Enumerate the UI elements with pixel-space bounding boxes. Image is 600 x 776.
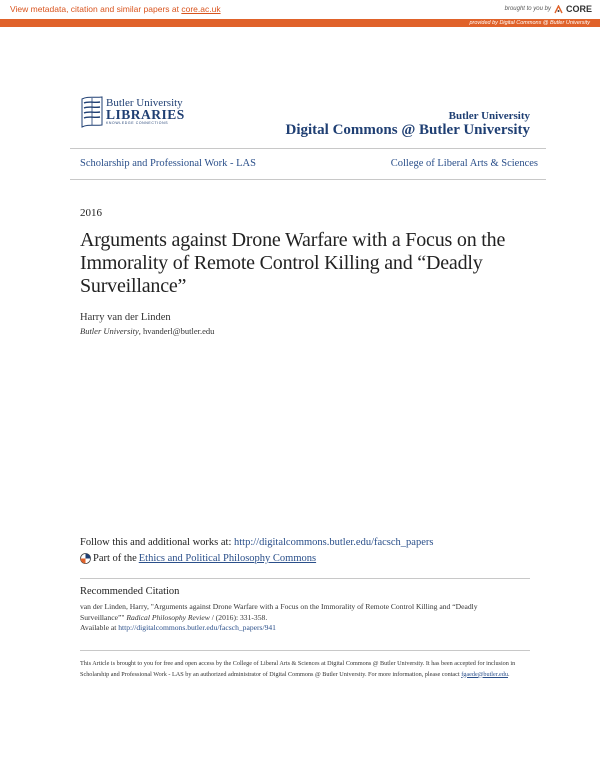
logo-line-libraries: LIBRARIES	[106, 107, 185, 122]
divider-notice	[80, 650, 530, 651]
core-link[interactable]: core.ac.uk	[181, 4, 221, 14]
citation-journal: Radical Philosophy Review	[126, 612, 210, 622]
core-metadata-notice[interactable]	[10, 4, 221, 14]
affiliation-institution: Butler University	[80, 326, 139, 336]
notice-end: .	[507, 670, 510, 678]
logo-tagline: KNOWLEDGE CONNECTIONS	[106, 121, 169, 125]
access-notice	[80, 659, 525, 680]
follow-link[interactable]: http://digitalcommons.butler.edu/facsch_papers	[234, 537, 434, 548]
provided-by-text[interactable]: provided by Digital Commons @ Butler University	[469, 20, 590, 26]
part-of-line	[80, 553, 316, 564]
commons-link[interactable]: Ethics and Political Philosophy Commons	[138, 553, 317, 564]
divider-bottom	[70, 179, 546, 180]
part-of-label: Part of the	[93, 553, 137, 564]
core-logo-icon	[554, 5, 563, 14]
recommended-citation-heading: Recommended Citation	[80, 586, 180, 597]
citation-text	[80, 602, 520, 634]
publication-year: 2016	[80, 207, 102, 219]
logo-line-university: Butler University	[106, 97, 183, 109]
citation-body: van der Linden, Harry, "Arguments against Drone Warfare with a Focus on the Immorality of Remote Control Killing and “Deadly Surveillance”"	[80, 602, 478, 622]
follow-label: Follow this and additional works at:	[80, 537, 234, 548]
divider-top	[70, 148, 546, 149]
provided-by-bar	[0, 19, 600, 27]
citation-end: / (2016): 331-358.	[209, 612, 268, 622]
brought-by-text: brought to you by	[504, 6, 551, 12]
book-emblem-icon	[80, 95, 104, 129]
contact-email-link[interactable]: fgaede@butler.edu	[461, 670, 508, 678]
core-brand[interactable]	[505, 4, 592, 14]
follow-line	[80, 537, 433, 548]
available-label: Available at	[80, 623, 119, 632]
repository-name[interactable]: Digital Commons @ Butler University	[285, 122, 530, 138]
available-link[interactable]: http://digitalcommons.butler.edu/facsch_papers/941	[118, 623, 276, 632]
notice-text: This Article is brought to you for free and open access by the College of Liberal Arts & Sciences at Digital Commons @ Butler University. It has been accepted for inclusion in Scholarship and Professional Work - LAS by an authorized administrator of Digital Commons @ Butler University. For more information, please contact	[80, 660, 516, 678]
butler-libraries-logo[interactable]	[80, 95, 190, 131]
article-title: Arguments against Drone Warfare with a Focus on the Immorality of Remote Control Killing and “Deadly Surveillance”	[80, 229, 506, 297]
divider-citation	[80, 578, 530, 579]
core-logo-text: CORE	[565, 4, 592, 14]
author-affiliation	[80, 326, 214, 336]
author-name: Harry van der Linden	[80, 312, 171, 323]
college-link[interactable]: College of Liberal Arts & Sciences	[390, 158, 538, 169]
institution-name[interactable]: Butler University	[448, 110, 530, 122]
core-banner	[0, 0, 600, 20]
core-metadata-text: View metadata, citation and similar papers at	[10, 4, 182, 14]
affiliation-email: , hvanderl@butler.edu	[138, 326, 215, 336]
network-commons-icon	[80, 553, 91, 564]
collection-link[interactable]: Scholarship and Professional Work - LAS	[80, 158, 256, 169]
